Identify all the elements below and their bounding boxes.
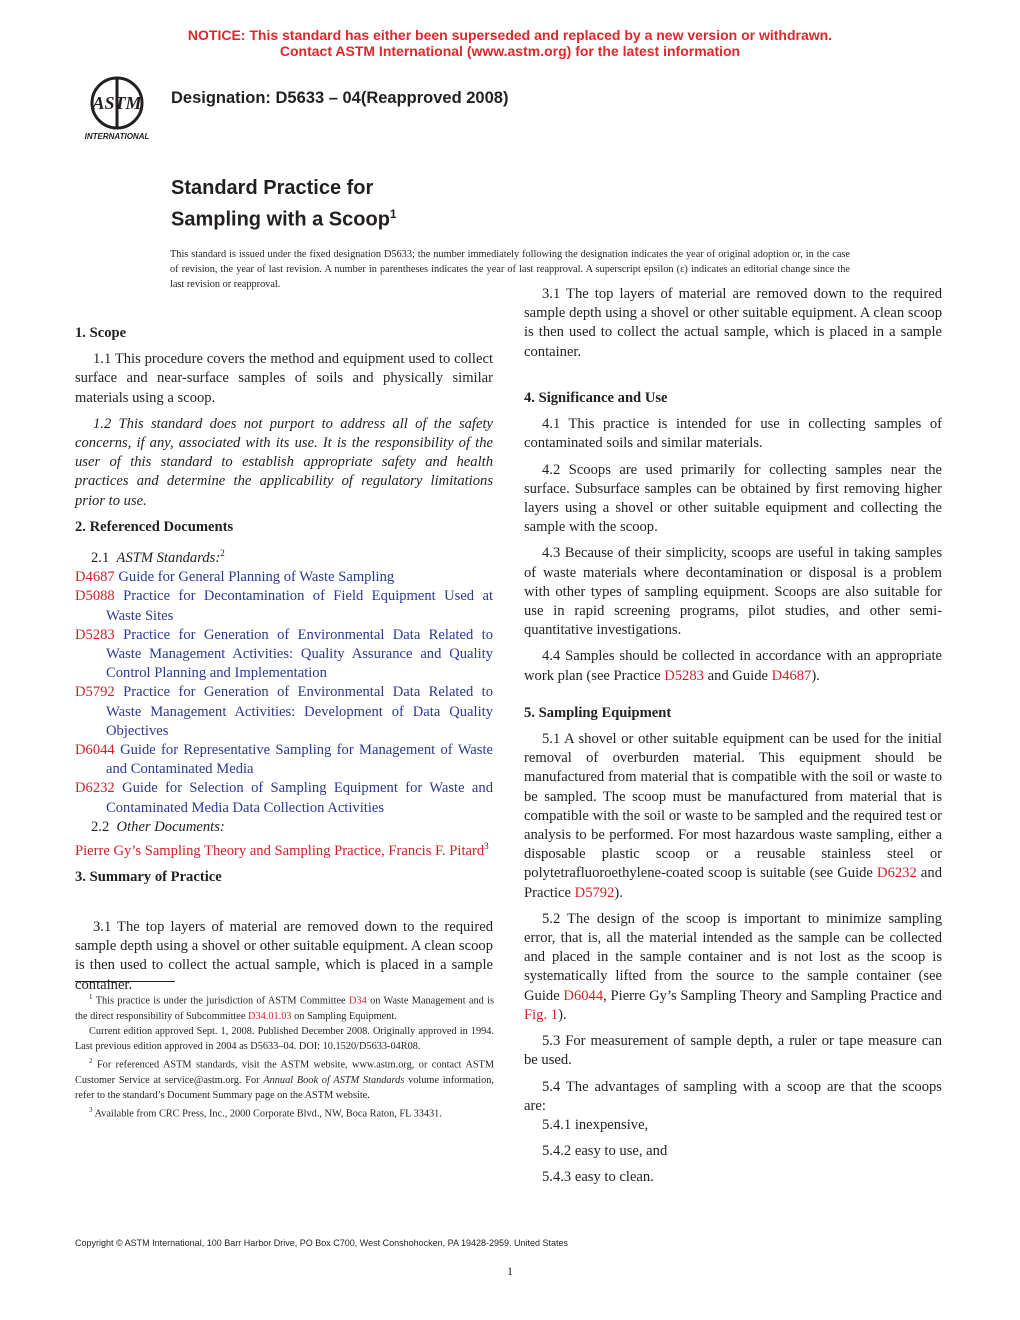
astm-logo [74, 76, 160, 142]
p52-text-c: ). [558, 1006, 567, 1023]
notice-line-2: Contact ASTM International (www.astm.org) for the latest information [279, 43, 741, 59]
p52-text-b: , Pierre Gy’s Sampling Theory and Sampling Practice and [603, 987, 942, 1004]
ref-title-link[interactable]: Practice for Decontamination of Field Equipment Used at Waste Sites [106, 588, 493, 624]
ref-title-link[interactable]: Guide for General Planning of Waste Sampling [118, 569, 395, 586]
ref-code-link[interactable]: D5792 [75, 684, 115, 701]
section-1-heading: 1. Scope [75, 325, 127, 341]
reference-d5283[interactable] [75, 626, 493, 684]
paragraph-4-1: 4.1 This practice is intended for use in collecting samples of contaminated soils and similar materials. [524, 416, 942, 452]
fn1-text-a: This practice is under the jurisdiction of ASTM Committee [95, 995, 349, 1007]
right-column [524, 286, 942, 1195]
logo-subtitle: INTERNATIONAL [84, 132, 150, 141]
paragraph-4-2: 4.2 Scoops are used primarily for collecting samples near the surface. Subsurface samples can be obtained by first removing higher layers using a shovel or other suitable equipment and collecting the sample with the scoop. [524, 461, 942, 536]
section-4-heading: 4. Significance and Use [524, 390, 668, 406]
footnote-1 [75, 990, 494, 1024]
fn1-text-c: on Sampling Equipment. [291, 1010, 397, 1022]
fn1-text-b: on Waste Management and is the direct responsibility of Subcommittee [75, 995, 495, 1022]
astm-logo-icon [74, 76, 160, 142]
reference-d6232[interactable] [75, 779, 493, 817]
link-fig-1[interactable]: Fig. 1 [524, 1006, 559, 1023]
fn2-mark: 2 [89, 1057, 93, 1066]
paragraph-1-2-text: 1.2 This standard does not purport to address all of the safety concerns, if any, associated with its use. It is the responsibility of the user of this standard to establish appropriate safety and health practices and determine the applicability of regulatory limitations prior to use. [75, 415, 493, 509]
footnotes [75, 990, 494, 1122]
section-5-heading: 5. Sampling Equipment [524, 704, 672, 721]
paragraph-4-3: 4.3 Because of their simplicity, scoops are useful in taking samples of waste materials where decontamination or disposal is a problem with other types of sampling equipment. Scoops are also suitable for use in rapid screening programs, pilot studies, and other semi-quantitative investigations. [524, 545, 942, 639]
p44-text-b: and Guide [703, 667, 772, 684]
fn1-mark: 1 [89, 993, 93, 1001]
paragraph-5-4: 5.4 The advantages of sampling with a scoop are that the scoops are: [524, 1078, 942, 1114]
paragraph-1-1: 1.1 This procedure covers the method and equipment used to collect surface and near-surface samples of soils and physically similar materials using a scoop. [75, 351, 493, 406]
paragraph-5-3: 5.3 For measurement of sample depth, a ruler or tape measure can be used. [524, 1033, 942, 1069]
p51-text-b: and Practice [524, 865, 942, 901]
list-item: 5.4.3 easy to clean. [542, 1169, 654, 1186]
fn3-text: Available from CRC Press, Inc., 2000 Corporate Blvd., NW, Boca Raton, FL 33431. [94, 1108, 442, 1120]
notice-line-1: NOTICE: This standard has either been superseded and replaced by a new version or withdrawn. [187, 27, 833, 43]
other-documents-label [75, 818, 493, 837]
ref-title-link[interactable]: Practice for Generation of Environmental Data Related to Waste Management Activities: Quality Assurance and Quality Control Planning and Implementation [106, 626, 493, 682]
title-footnote-mark: 1 [389, 207, 397, 221]
p52-text-a: 5.2 The design of the scoop is important to minimize sampling error, that is, all the material intended as the sample can be collected and placed in the sample container and is not lost as the scoop is systematically lifted from the source to the sample container (see Guide [524, 910, 942, 1004]
ref-code-link[interactable]: D6044 [75, 741, 115, 758]
footnote-1-edition: Current edition approved Sept. 1, 2008. Published December 2008. Originally approved in 1994. Last previous edition approved in 2004 as D5633–04. DOI: 10.1520/D5633-04R08. [75, 1025, 494, 1053]
fn3-mark: 3 [89, 1106, 93, 1115]
reference-d4687[interactable] [75, 568, 493, 587]
link-d34-01-03[interactable]: D34.01.03 [248, 1010, 292, 1022]
reference-d5792[interactable] [75, 683, 493, 741]
reference-d6044[interactable] [75, 741, 493, 779]
ref-pitard-link[interactable]: Pierre Gy’s Sampling Theory and Sampling Practice, Francis F. Pitard [75, 842, 485, 859]
footnote-divider [75, 981, 175, 982]
other-label-text: Other Documents: [116, 818, 225, 835]
footnote-3 [75, 1103, 494, 1122]
astm-label-text: ASTM Standards: [116, 549, 221, 566]
list-item: 5.4.1 inexpensive, [542, 1116, 649, 1133]
title-line-2: Sampling with a Scoop [171, 208, 390, 231]
ref-code-link[interactable]: D6232 [75, 780, 115, 797]
reference-d5088[interactable] [75, 587, 493, 625]
fn2-text-a: For referenced ASTM standards, visit the ASTM website, www.astm.org, or contact ASTM Customer Service at service@astm.org. For [75, 1059, 495, 1086]
logo-letters: ASTM [92, 93, 142, 113]
footnote-2 [75, 1054, 494, 1103]
link-d6044[interactable]: D6044 [563, 987, 604, 1004]
p51-text-c: ). [614, 884, 623, 901]
paragraph-5-1 [524, 730, 942, 903]
document-title [171, 175, 397, 233]
paragraph-4-4 [524, 647, 942, 685]
section-3-heading: 3. Summary of Practice [75, 869, 222, 885]
ref-title-link[interactable]: Practice for Generation of Environmental Data Related to Waste Management Activities: Development of Data Quality Objectives [106, 684, 493, 739]
paragraph-3-1-continued: 3.1 The top layers of material are removed down to the required sample depth using a shovel or other suitable equipment. A clean scoop is then used to collect the actual sample, which is placed in a sample container. [524, 286, 942, 360]
astm-label-sup: 2 [220, 548, 225, 559]
link-d5283[interactable]: D5283 [664, 667, 704, 684]
paragraph-5-2 [524, 910, 942, 1025]
ref-code-link[interactable]: D5088 [75, 588, 115, 605]
link-d5792[interactable]: D5792 [574, 884, 615, 901]
paragraph-1-2 [75, 415, 493, 511]
fn2-text-b: volume information, refer to the standard’s Document Summary page on the ASTM website. [75, 1074, 494, 1102]
reference-pitard[interactable] [75, 837, 493, 861]
list-item: 5.4.2 easy to use, and [542, 1143, 668, 1160]
section-2-heading: 2. Referenced Documents [75, 518, 234, 535]
issuance-statement: This standard is issued under the fixed designation D5633; the number immediately following the designation indicates the year of original adoption or, in the case of revision, the year of last revision. A number in parentheses indicates the year of last reapproval. A superscript epsilon (ε) indicates an editorial change since the last revision or reapproval. [170, 249, 850, 290]
ref-pitard-sup: 3 [484, 840, 489, 851]
summary-paragraph-left [75, 918, 493, 993]
ref-title-link[interactable]: Guide for Selection of Sampling Equipment for Waste and Contaminated Media Data Collection Activities [106, 780, 493, 816]
summary-continuation [524, 286, 942, 363]
p51-text-a: 5.1 A shovel or other suitable equipment can be used for the initial removal of overburden material. This equipment should be manufactured from material that is compatible with the soil or waste to be sampled. The scoop must be manufactured from material that is compatible with the soil or waste to be sampled and the required test or analysis to be performed. For most hazardous waste sampling, either a disposable plastic scoop or a reusable stainless steel or polytetrafluoroethylene-coated scoop is suitable (see Guide [524, 731, 942, 882]
ref-title-link[interactable]: Guide for Representative Sampling for Management of Waste and Contaminated Media [106, 741, 493, 778]
astm-label-number: 2.1 [91, 549, 110, 566]
ref-code-link[interactable]: D5283 [75, 626, 115, 643]
supersession-notice [0, 27, 1020, 59]
p44-text-a: 4.4 Samples should be collected in accordance with an appropriate work plan (see Practice [524, 648, 942, 684]
link-d34[interactable]: D34 [348, 995, 367, 1007]
other-label-number: 2.2 [91, 818, 110, 835]
paragraph-3-1: 3.1 The top layers of material are removed down to the required sample depth using a shovel or other suitable equipment. A clean scoop is then used to collect the actual sample, which is placed in a sample container. [75, 919, 493, 993]
link-d4687[interactable]: D4687 [771, 667, 812, 684]
link-d6232[interactable]: D6232 [877, 865, 917, 882]
astm-standards-label [75, 544, 493, 568]
p44-text-c: ). [811, 667, 820, 684]
title-line-1: Standard Practice for [171, 177, 374, 199]
designation: Designation: D5633 – 04(Reapproved 2008) [171, 89, 509, 107]
ref-code-link[interactable]: D4687 [75, 569, 115, 586]
page-number: 1 [507, 1264, 513, 1278]
copyright-line: Copyright © ASTM International, 100 Barr Harbor Drive, PO Box C700, West Conshohocken, PA 19428-2959. United States [75, 1238, 569, 1248]
left-column [75, 324, 493, 894]
fn2-italic: Annual Book of ASTM Standards [263, 1074, 405, 1086]
